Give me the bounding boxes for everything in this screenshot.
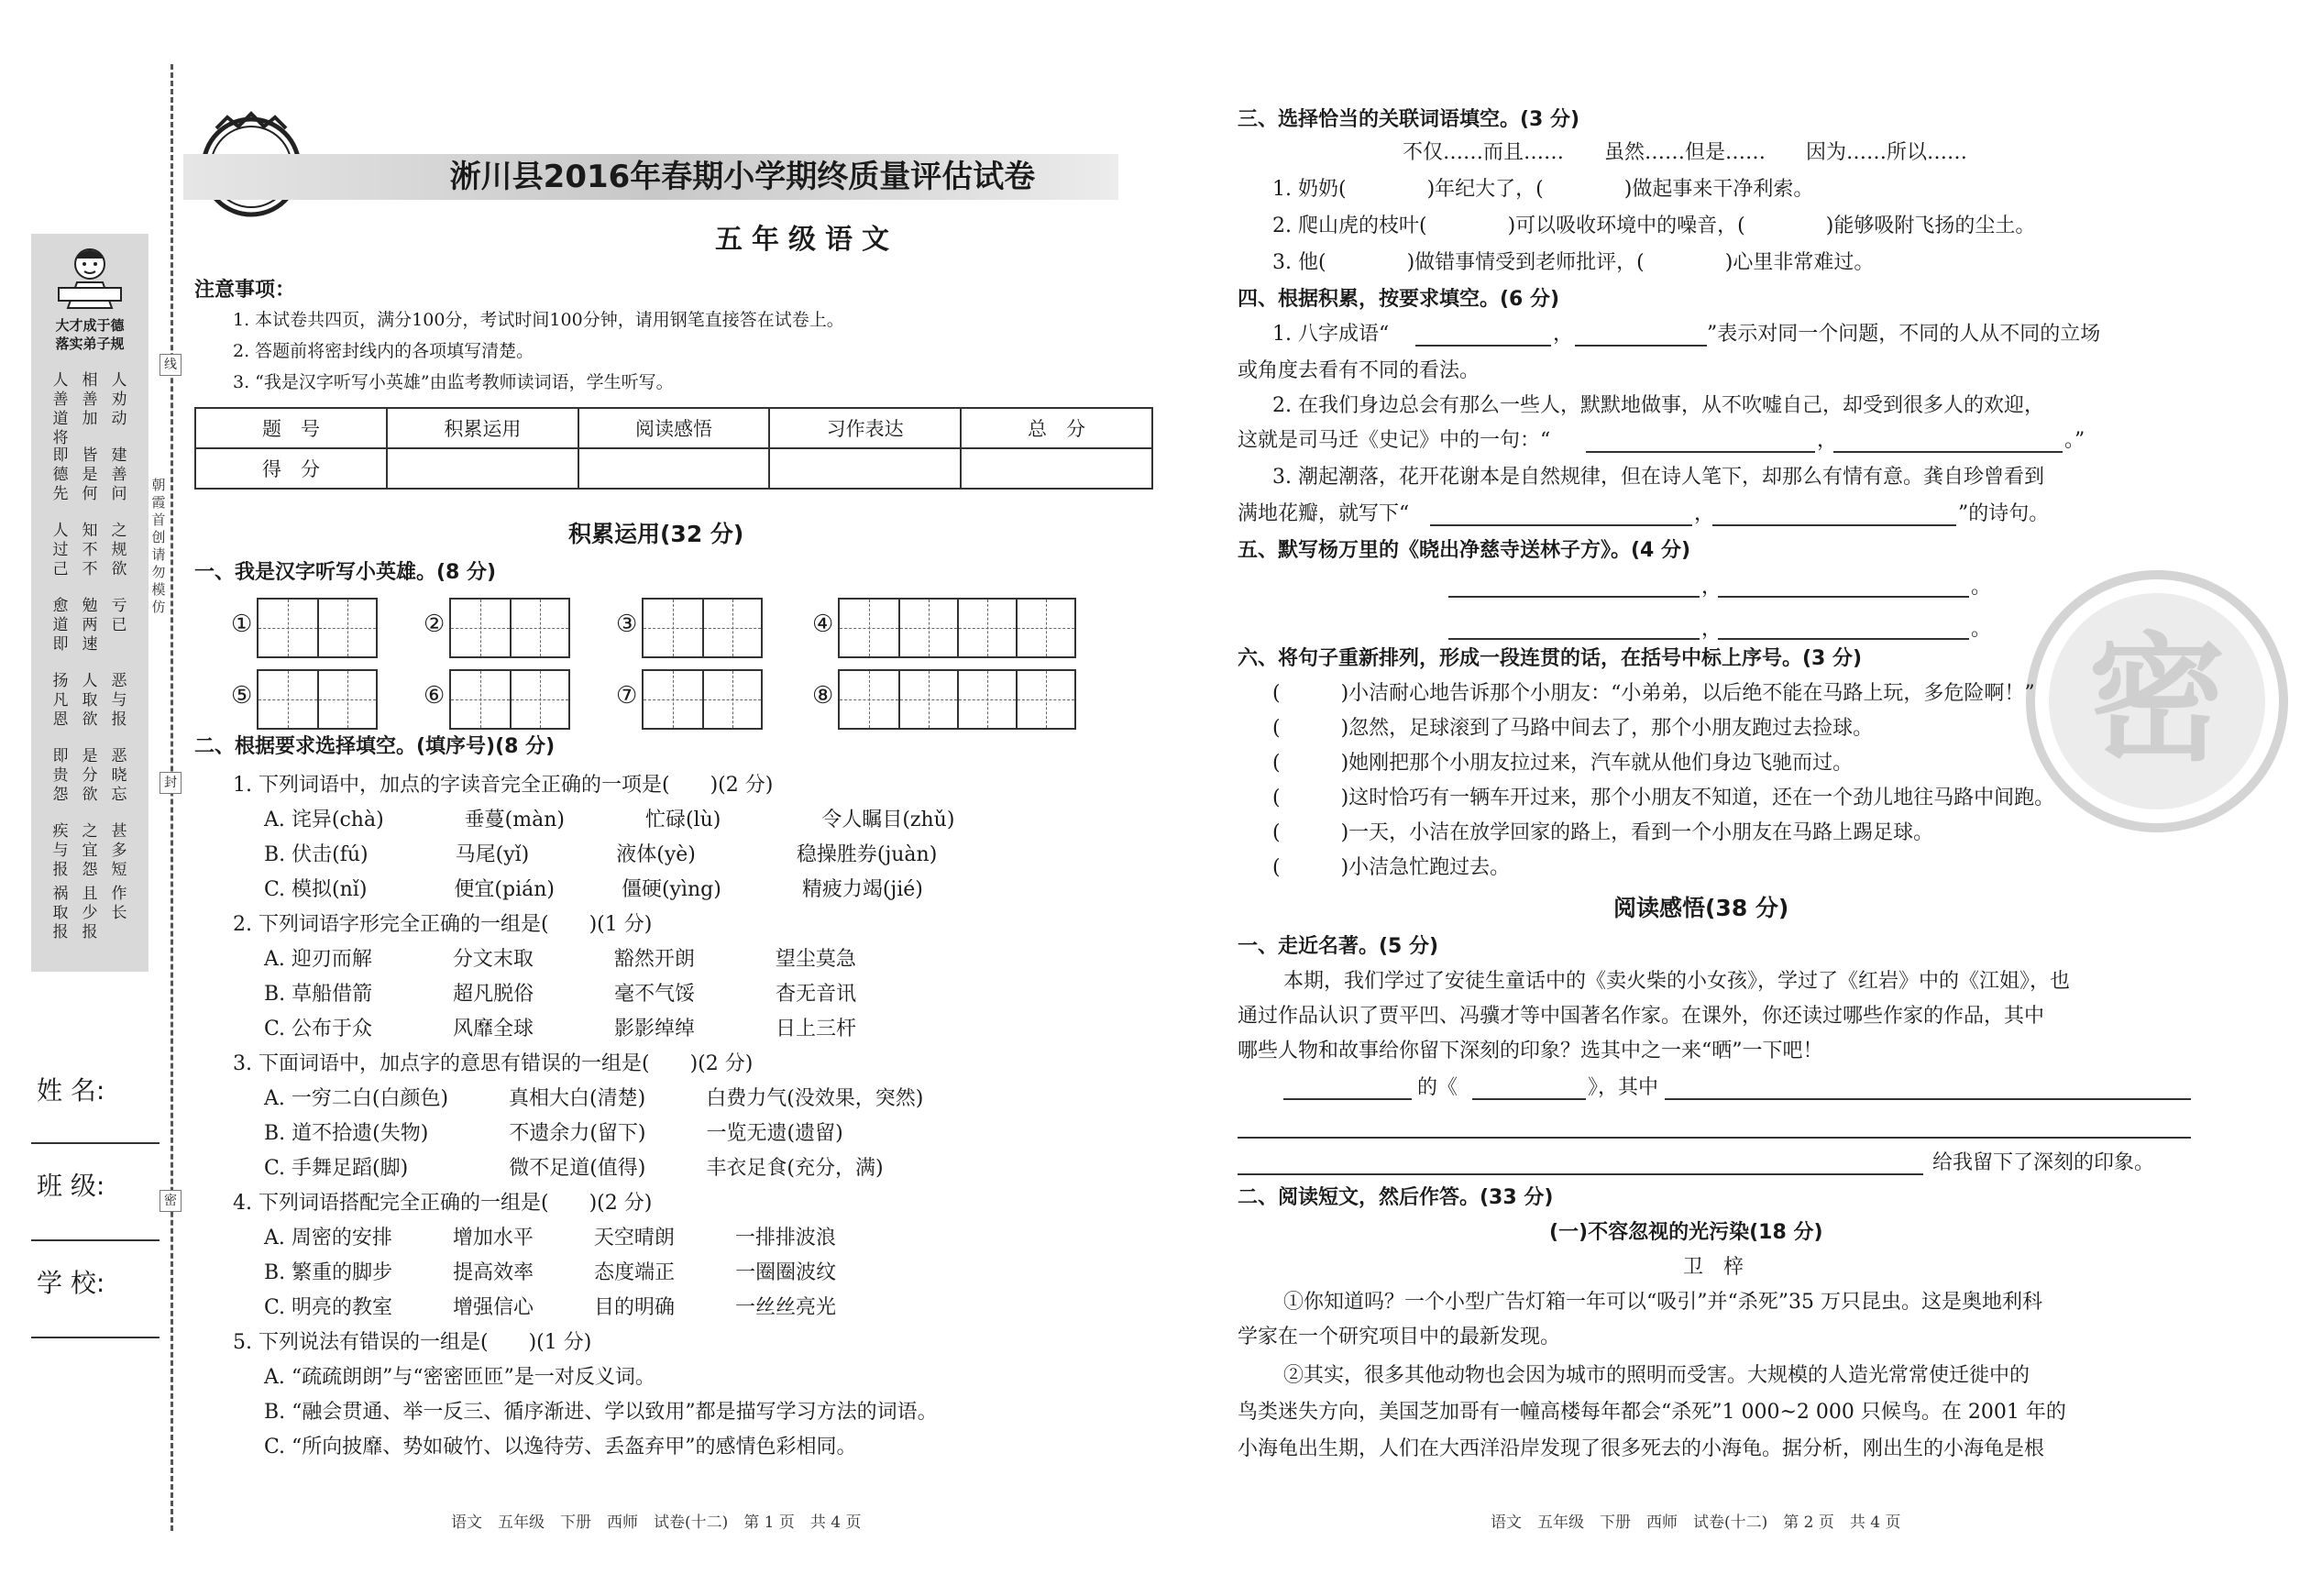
fill-text: 》，其中	[1588, 1076, 1659, 1099]
question-stem: 5. 下列说法有错误的一组是( )(1 分)	[233, 1331, 592, 1354]
answer-line[interactable]	[1238, 1173, 1923, 1175]
strip-col: 作长	[111, 885, 127, 922]
strip-col: 且少报	[82, 885, 98, 941]
writing-grid[interactable]	[449, 669, 570, 730]
binding-motto	[31, 316, 149, 353]
score-table-header	[195, 408, 1152, 448]
grid-label: ④	[812, 611, 834, 638]
q4-text: 或角度去看有不同的看法。	[1238, 359, 1480, 382]
fill-text: 的《	[1417, 1076, 1458, 1099]
section-title: 阅读感悟(38 分)	[1613, 895, 1789, 921]
score-cell[interactable]	[387, 448, 578, 489]
score-row-label: 得 分	[195, 448, 387, 489]
option-line: B. 伏击(fú) 马尾(yǐ) 液体(yè) 稳操胜券(juàn)	[264, 843, 938, 866]
poem-line[interactable]	[1718, 638, 1969, 640]
question-heading: 一、我是汉字听写小英雄。(8 分)	[194, 561, 497, 584]
name-label: 姓 名:	[37, 1075, 105, 1106]
grid-label: ⑦	[616, 682, 638, 710]
strip-col: 之宜怨	[82, 822, 98, 879]
option-line: A. 迎刃而解 分文末取 豁然开朗 望尘莫急	[264, 948, 856, 971]
writing-grid[interactable]	[449, 598, 570, 658]
motto-line-2: 落实弟子规	[55, 336, 125, 352]
grid-label: ⑤	[231, 682, 253, 710]
strip-col: 即德先	[52, 446, 69, 503]
passage-line: 鸟类迷失方向，美国芝加哥有一幢高楼每年都会“杀死”1 000~2 000 只候鸟。在 2001 年的	[1238, 1401, 2066, 1424]
poem-line[interactable]	[1448, 596, 1700, 598]
page-footer: 语文 五年级 下册 西师 试卷(十二) 第 1 页 共 4 页	[451, 1513, 862, 1532]
writing-grid[interactable]	[642, 669, 763, 730]
name-field[interactable]	[31, 1142, 160, 1144]
paragraph-line: 本期，我们学过了安徒生童话中的《卖火柴的小女孩》，学过了《红岩》中的《江姐》，也	[1283, 970, 2071, 993]
grid-label: ①	[231, 611, 253, 638]
question-heading: 一、走近名著。(5 分)	[1238, 935, 1439, 958]
exam-subject: 五年级语文	[715, 224, 898, 256]
grid-label: ③	[616, 611, 638, 638]
strip-col: 恶与报	[111, 672, 127, 729]
ordering-line: ( )小洁急忙跑过去。	[1272, 856, 1511, 879]
strip-col: 愈道即	[52, 597, 69, 654]
strip-col: 勉两速	[82, 597, 98, 654]
score-table	[194, 407, 1153, 490]
notice-heading: 注意事项：	[194, 279, 296, 302]
seal-text: 密	[2087, 621, 2227, 780]
question-heading: 二、阅读短文，然后作答。(33 分)	[1238, 1186, 1554, 1209]
score-header-cell: 习作表达	[769, 408, 961, 448]
notice-item: 1. 本试卷共四页，满分100分，考试时间100分钟，请用钢笔直接答在试卷上。	[233, 310, 844, 330]
seal-watermark-icon	[2024, 568, 2290, 834]
page-footer: 语文 五年级 下册 西师 试卷(十二) 第 2 页 共 4 页	[1491, 1513, 1901, 1532]
option-line: C. 公布于众 风靡全球 影影绰绰 日上三杆	[264, 1018, 857, 1040]
poem-line[interactable]	[1448, 638, 1700, 640]
score-header-cell: 阅读感悟	[578, 408, 770, 448]
strip-col: 祸取报	[52, 885, 69, 941]
question-heading: 三、选择恰当的关联词语填空。(3 分)	[1238, 108, 1580, 131]
score-cell[interactable]	[578, 448, 770, 489]
school-label: 学 校:	[37, 1268, 105, 1298]
q4-text: 3. 潮起潮落，花开花谢本是自然规律，但在诗人笔下，却那么有情有意。龚自珍曾看到	[1272, 466, 2044, 489]
strip-col: 人过己	[52, 522, 69, 578]
class-label: 班 级:	[37, 1171, 105, 1201]
q4-text: 。”	[2064, 429, 2085, 452]
strip-col: 甚多短	[111, 822, 127, 879]
strip-col: 疾与报	[52, 822, 69, 879]
paragraph-line: 哪些人物和故事给你留下深刻的印象？选其中之一来“晒”一下吧！	[1238, 1040, 1823, 1062]
strip-col: 知不不	[82, 522, 98, 578]
q4-text: ”表示对同一个问题，不同的人从不同的立场	[1707, 323, 2101, 346]
q4-text: ”的诗句。	[1958, 502, 2050, 525]
strip-col: 人取欲	[82, 672, 98, 729]
question-heading: 二、根据要求选择填空。(填序号)(8 分)	[194, 735, 556, 758]
answer-line[interactable]	[1833, 451, 2063, 453]
answer-line[interactable]	[1712, 524, 1956, 526]
writing-grid[interactable]	[257, 598, 378, 658]
conjunction-options: 不仅……而且…… 虽然……但是…… 因为……所以……	[1403, 141, 1968, 164]
option-line: B. 繁重的脚步 提高效率 态度端正 一圈圈波纹	[264, 1261, 837, 1284]
answer-line[interactable]	[1238, 1137, 2191, 1139]
strip-col: 亏已	[111, 597, 127, 634]
fill-line: 1. 奶奶( )年纪大了，( )做起事来干净利索。	[1272, 178, 1814, 201]
option-line: A. “疏疏朗朗”与“密密匝匝”是一对反义词。	[264, 1366, 655, 1389]
grid-label: ②	[424, 611, 446, 638]
q4-text: 1. 八字成语“	[1272, 323, 1390, 346]
fill-line: 3. 他( )做错事情受到老师批评，( )心里非常难过。	[1272, 251, 1875, 274]
score-table-row	[195, 448, 1152, 489]
passage-title: (一)不容忽视的光污染(18 分)	[1549, 1221, 1823, 1244]
question-stem: 2. 下列词语字形完全正确的一组是( )(1 分)	[233, 913, 653, 936]
question-stem: 3. 下面词语中，加点字的意思有错误的一组是( )(2 分)	[233, 1052, 754, 1075]
grid-label: ⑥	[424, 682, 446, 710]
fill-line: 2. 爬山虎的枝叶( )可以吸收环境中的噪音，( )能够吸附飞扬的尘土。	[1272, 215, 2036, 237]
fill-text: 给我留下了深刻的印象。	[1932, 1151, 2155, 1174]
answer-line[interactable]	[1415, 345, 1551, 347]
option-line: A. 一穷二白(白颜色) 真相大白(清楚) 白费力气(没效果，突然)	[264, 1087, 924, 1110]
passage-line: ①你知道吗？一个小型广告灯箱一年可以“吸引”并“杀死”35 万只昆虫。这是奥地利科	[1283, 1291, 2042, 1314]
poem-line[interactable]	[1718, 596, 1969, 598]
answer-line[interactable]	[1472, 1098, 1586, 1100]
writing-grid[interactable]	[838, 669, 1076, 730]
notice-item: 3. “我是汉字听写小英雄”由监考教师读词语，学生听写。	[233, 372, 674, 392]
score-header-cell: 题 号	[195, 408, 387, 448]
answer-line[interactable]	[1283, 1098, 1412, 1100]
question-stem: 1. 下列词语中，加点的字读音完全正确的一项是( )(2 分)	[233, 774, 774, 797]
seal-line-mark: 线	[160, 354, 182, 376]
strip-col: 即贵怨	[52, 747, 69, 804]
ordering-line: ( )一天，小洁在放学回家的路上，看到一个小朋友在马路上踢足球。	[1272, 821, 1934, 844]
writing-grid[interactable]	[642, 598, 763, 658]
strip-col: 恶晓忘	[111, 747, 127, 804]
paragraph-line: 通过作品认识了贾平凹、冯骥才等中国著名作家。在课外，你还读过哪些作家的作品，其中	[1238, 1005, 2045, 1028]
seal-line-mark: 封	[160, 772, 182, 794]
writing-grid[interactable]	[257, 669, 378, 730]
grid-label: ⑧	[812, 682, 834, 710]
notice-item: 2. 答题前将密封线内的各项填写清楚。	[233, 341, 534, 361]
ordering-line: ( )她刚把那个小朋友拉过来，汽车就从他们身边飞驰而过。	[1272, 752, 1854, 775]
score-header-cell: 积累运用	[387, 408, 578, 448]
passage-line: 小海龟出生期，人们在大西洋沿岸发现了很多死去的小海龟。据分析，刚出生的小海龟是根	[1238, 1437, 2045, 1460]
question-heading: 四、根据积累，按要求填空。(6 分)	[1238, 288, 1560, 311]
answer-line[interactable]	[1665, 1098, 2191, 1100]
question-stem: 4. 下列词语搭配完全正确的一组是( )(2 分)	[233, 1192, 653, 1215]
section-title: 积累运用(32 分)	[568, 521, 744, 547]
strip-col: 相善加	[82, 371, 98, 428]
binding-line	[171, 64, 173, 1531]
option-line: A. 诧异(chà) 垂蔓(màn) 忙碌(lù) 令人瞩目(zhǔ)	[264, 809, 955, 831]
writing-grid[interactable]	[838, 598, 1076, 658]
strip-col: 之规欲	[111, 522, 127, 578]
question-heading: 六、将句子重新排列，形成一段连贯的话，在括号中标上序号。(3 分)	[1238, 647, 1863, 670]
anti-copy-note: 朝霞首创 请勿模仿	[151, 477, 180, 615]
strip-col: 皆是何	[82, 446, 98, 503]
option-line: C. “所向披靡、势如破竹、以逸待劳、丢盔弃甲”的感情色彩相同。	[264, 1436, 857, 1458]
q4-text: 这就是司马迁《史记》中的一句：“	[1238, 429, 1551, 452]
strip-text-block	[31, 362, 149, 958]
child-mascot-icon	[50, 240, 130, 314]
option-line: B. 道不拾遗(失物) 不遗余力(留下) 一览无遗(遗留)	[264, 1122, 843, 1145]
strip-col: 扬凡恩	[52, 672, 69, 729]
ordering-line: ( )忽然，足球滚到了马路中间去了，那个小朋友跑过去捡球。	[1272, 717, 1874, 740]
ordering-line: ( )这时恰巧有一辆车开过来，那个小朋友不知道，还在一个劲儿地往马路中间跑。	[1272, 787, 2055, 809]
passage-author: 卫 梓	[1683, 1256, 1744, 1279]
strip-col: 是分欲	[82, 747, 98, 804]
option-line: B. 草船借箭 超凡脱俗 毫不气馁 杳无音讯	[264, 983, 857, 1006]
school-field[interactable]	[31, 1337, 160, 1338]
option-line: B. “融会贯通、举一反三、循序渐进、学以致用”都是描写学习方法的词语。	[264, 1401, 938, 1424]
q4-text: 2. 在我们身边总会有那么一些人，默默地做事，从不吹嘘自己，却受到很多人的欢迎，	[1272, 394, 2044, 417]
option-line: C. 明亮的教室 增强信心 目的明确 一丝丝亮光	[264, 1296, 837, 1319]
passage-line: ②其实，很多其他动物也会因为城市的照明而受害。大规模的人造光常常使迁徙中的	[1283, 1364, 2030, 1387]
class-field[interactable]	[31, 1239, 160, 1241]
question-heading: 五、默写杨万里的《晓出净慈寺送林子方》。(4 分)	[1238, 539, 1691, 562]
motto-line-1: 大才成于德	[55, 317, 125, 334]
score-cell[interactable]	[769, 448, 961, 489]
answer-line[interactable]	[1430, 524, 1692, 526]
answer-line[interactable]	[1575, 345, 1707, 347]
strip-col: 人善道将	[52, 371, 69, 447]
exam-title: 淅川县2016年春期小学期终质量评估试卷	[449, 159, 1036, 195]
option-line: C. 手舞足蹈(脚) 微不足道(值得) 丰衣足食(充分，满)	[264, 1157, 884, 1180]
q4-text: 满地花瓣，就写下“	[1238, 502, 1410, 525]
score-header-cell: 总 分	[961, 408, 1152, 448]
score-cell[interactable]	[961, 448, 1152, 489]
option-line: A. 周密的安排 增加水平 天空晴朗 一排排波浪	[264, 1227, 836, 1249]
strip-col: 建善问	[111, 446, 127, 503]
passage-line: 学家在一个研究项目中的最新发现。	[1238, 1326, 1561, 1348]
seal-line-mark: 密	[160, 1190, 182, 1212]
strip-col: 人劝动	[111, 371, 127, 428]
ordering-line: ( )小洁耐心地告诉那个小朋友：“小弟弟，以后绝不能在马路上玩，多危险啊！”	[1272, 682, 2035, 705]
answer-line[interactable]	[1586, 451, 1815, 453]
option-line: C. 模拟(nǐ) 便宜(pián) 僵硬(yìng) 精疲力竭(jié)	[264, 878, 923, 901]
